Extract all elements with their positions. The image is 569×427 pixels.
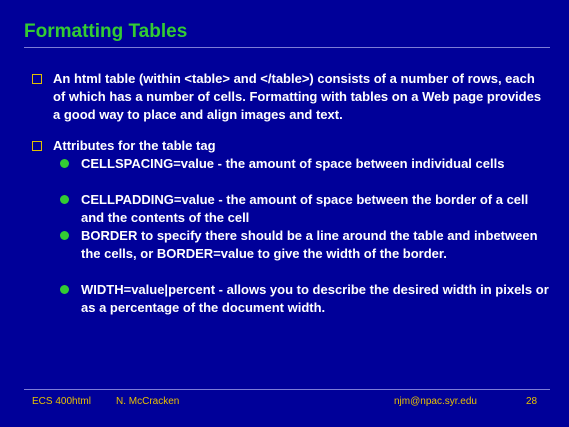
footer-course: ECS 400html xyxy=(32,396,91,407)
sub-bullet-text: CELLSPACING=value - the amount of space between individual cells xyxy=(81,156,505,171)
footer-author: N. McCracken xyxy=(116,396,180,407)
footer-page-number: 28 xyxy=(526,396,538,407)
round-bullet-icon xyxy=(60,159,69,168)
footer-email: njm@npac.syr.edu xyxy=(394,396,477,407)
sub-bullet-text: WIDTH=value|percent - allows you to describe the desired width in pixels or as a percentage of the document width. xyxy=(81,282,549,315)
round-bullet-icon xyxy=(60,195,69,204)
slide-title: Formatting Tables xyxy=(24,21,188,42)
sub-bullet-text: BORDER to specify there should be a line around the table and inbetween the cells, or BORDER=value to give the width of the border. xyxy=(81,228,538,261)
footer-divider xyxy=(24,389,550,390)
sub-bullet-text: CELLPADDING=value - the amount of space between the border of a cell and the contents of the cell xyxy=(81,192,529,225)
square-bullet-icon xyxy=(32,141,42,151)
bullet-text: Attributes for the table tag xyxy=(53,138,216,153)
square-bullet-icon xyxy=(32,74,42,84)
round-bullet-icon xyxy=(60,285,69,294)
title-divider xyxy=(24,47,550,48)
bullet-text: An html table (within <table> and </table>) consists of a number of rows, each of which has a number of cells. Formatting with tables on a Web page provides a good way to place and align images and text. xyxy=(53,71,542,122)
round-bullet-icon xyxy=(60,231,69,240)
